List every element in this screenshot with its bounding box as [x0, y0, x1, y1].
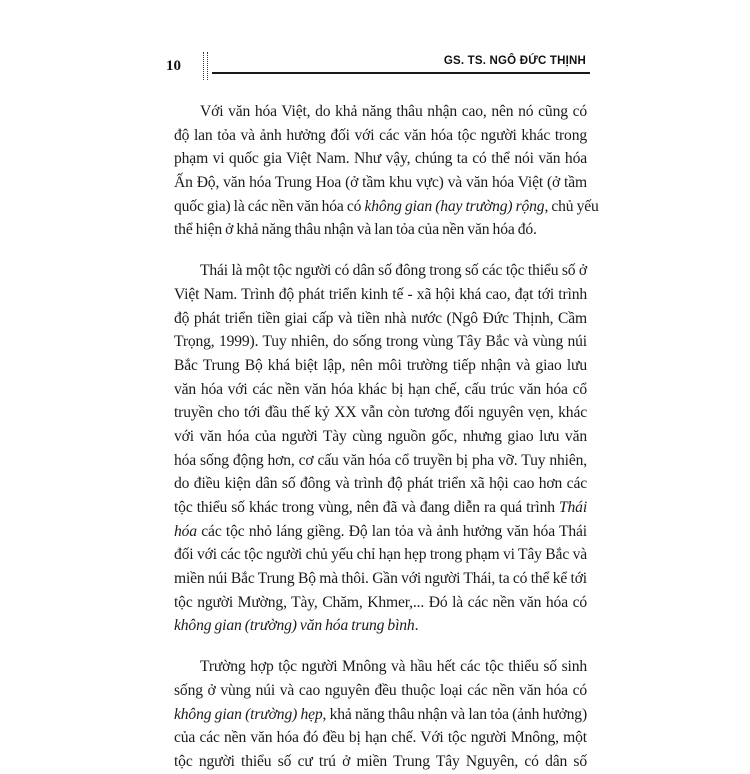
- text-run: , khả năng thâu nhận và lan tỏa (ảnh hưởng): [322, 705, 587, 723]
- text-line: [174, 679, 587, 703]
- text-line: [174, 100, 587, 124]
- text-run: tộc người thiểu số cư trú ở miền Trung Tây Nguyên, có dân số: [174, 752, 587, 770]
- text-line: [174, 591, 587, 615]
- text-run: .: [414, 617, 419, 635]
- text-run: Bắc Trung Bộ khá biệt lập, nên môi trường tiếp nhận và giao lưu: [174, 356, 587, 374]
- text-line: [174, 750, 587, 774]
- text-run: các tộc nhỏ láng giềng. Độ lan tỏa và ảnh hưởng văn hóa Thái: [196, 522, 587, 540]
- header-rule: [212, 72, 590, 74]
- text-line: [174, 472, 587, 496]
- text-run: tộc người Mường, Tày, Chăm, Khmer,... Đó là các nền văn hóa có: [174, 593, 587, 611]
- text-line: [174, 330, 587, 354]
- text-line: [174, 520, 587, 544]
- header-separator: [203, 52, 208, 80]
- text-line: [174, 655, 587, 679]
- text-run: Với văn hóa Việt, do khả năng thâu nhận cao, nên nó cũng có: [200, 103, 587, 120]
- text-line: [174, 401, 587, 425]
- text-line: [174, 171, 587, 195]
- text-line: [174, 567, 587, 591]
- italic-text: hóa: [174, 522, 197, 540]
- text-line: [174, 124, 587, 148]
- text-run: của các nền văn hóa đó đều bị hạn chế. Với tộc người Mnông, một: [174, 729, 587, 747]
- text-line: [174, 354, 587, 378]
- page-header: [160, 52, 590, 80]
- body-text: [174, 100, 599, 774]
- text-run: với văn hóa của người Tày cùng nguồn gốc, nhưng giao lưu văn: [174, 427, 587, 445]
- text-line: [174, 496, 587, 520]
- running-head-author: GS. TS. NGÔ ĐỨC THỊNH: [443, 55, 586, 67]
- text-run: Trọng, 1999). Tuy nhiên, do sống trong vùng Tây Bắc và vùng núi: [174, 333, 587, 351]
- italic-text: không gian (trường) hẹp: [174, 705, 323, 723]
- paragraph-gap: [174, 242, 587, 259]
- text-line: [174, 614, 587, 638]
- text-line: [174, 449, 587, 473]
- text-line: [174, 703, 587, 727]
- text-line: [174, 283, 587, 307]
- text-run: phạm vi quốc gia Việt Nam. Như vậy, chúng ta có thể nói văn hóa: [174, 150, 587, 168]
- italic-text: không gian (trường) văn hóa trung bình: [174, 617, 415, 635]
- text-run: Ấn Độ, văn hóa Trung Hoa (ở tầm khu vực) và văn hóa Việt (ở tầm: [174, 174, 587, 192]
- text-run: Việt Nam. Trình độ phát triển kinh tế - xã hội khá cao, đạt tới trình: [174, 285, 587, 303]
- text-line: [174, 425, 587, 449]
- text-run: Trường hợp tộc người Mnông và hầu hết các tộc thiểu số sinh: [200, 658, 587, 676]
- paragraph-gap: [174, 638, 587, 655]
- text-run: , chủ yếu: [544, 197, 599, 215]
- text-run: hóa sống động hơn, cơ cấu văn hóa cổ truyền bị pha vỡ. Tuy nhiên,: [174, 451, 587, 469]
- text-line: [174, 147, 587, 171]
- text-run: truyền cho tới đầu thế kỷ XX vẫn còn tương đối nguyên vẹn, khác: [174, 404, 587, 422]
- text-run: độ phát triển tiền giai cấp và tiền nhà nước (Ngô Đức Thịnh, Cầm: [174, 309, 587, 327]
- text-line: [174, 378, 587, 402]
- text-run: quốc gia) là các nền văn hóa có: [174, 197, 365, 215]
- italic-text: Thái: [559, 499, 587, 516]
- text-line: [174, 195, 599, 219]
- text-run: Thái là một tộc người có dân số đông trong số các tộc thiểu số ở: [200, 262, 587, 280]
- text-run: miền núi Bắc Trung Bộ mà thôi. Gần với người Thái, ta có thể kể tới: [174, 570, 587, 588]
- text-line: [174, 726, 587, 750]
- text-run: thể hiện ở khả năng thâu nhận và lan tỏa của nền văn hóa đó.: [174, 221, 537, 239]
- text-line: [174, 259, 587, 283]
- text-line: [174, 543, 587, 567]
- text-run: do điều kiện dân số đông và trình độ phát triển xã hội cao hơn các: [174, 475, 587, 493]
- text-line: [174, 218, 587, 242]
- text-run: độ lan tỏa và ảnh hưởng đối với các văn hóa tộc người khác trong: [174, 126, 587, 144]
- text-run: đối với các tộc người chủ yếu chỉ hạn hẹp trong phạm vi Tây Bắc và: [174, 546, 587, 564]
- text-line: [174, 307, 587, 331]
- text-run: văn hóa với các nền văn hóa khác bị hạn chế, cấu trúc văn hóa cổ: [174, 380, 587, 398]
- text-run: tộc thiểu số khác trong vùng, nên đã và đang diễn ra quá trình: [174, 499, 559, 516]
- text-run: sống ở vùng núi và cao nguyên đều thuộc loại các nền văn hóa có: [174, 681, 587, 699]
- page-number: 10: [166, 58, 181, 74]
- italic-text: không gian (hay trường) rộng: [364, 197, 545, 215]
